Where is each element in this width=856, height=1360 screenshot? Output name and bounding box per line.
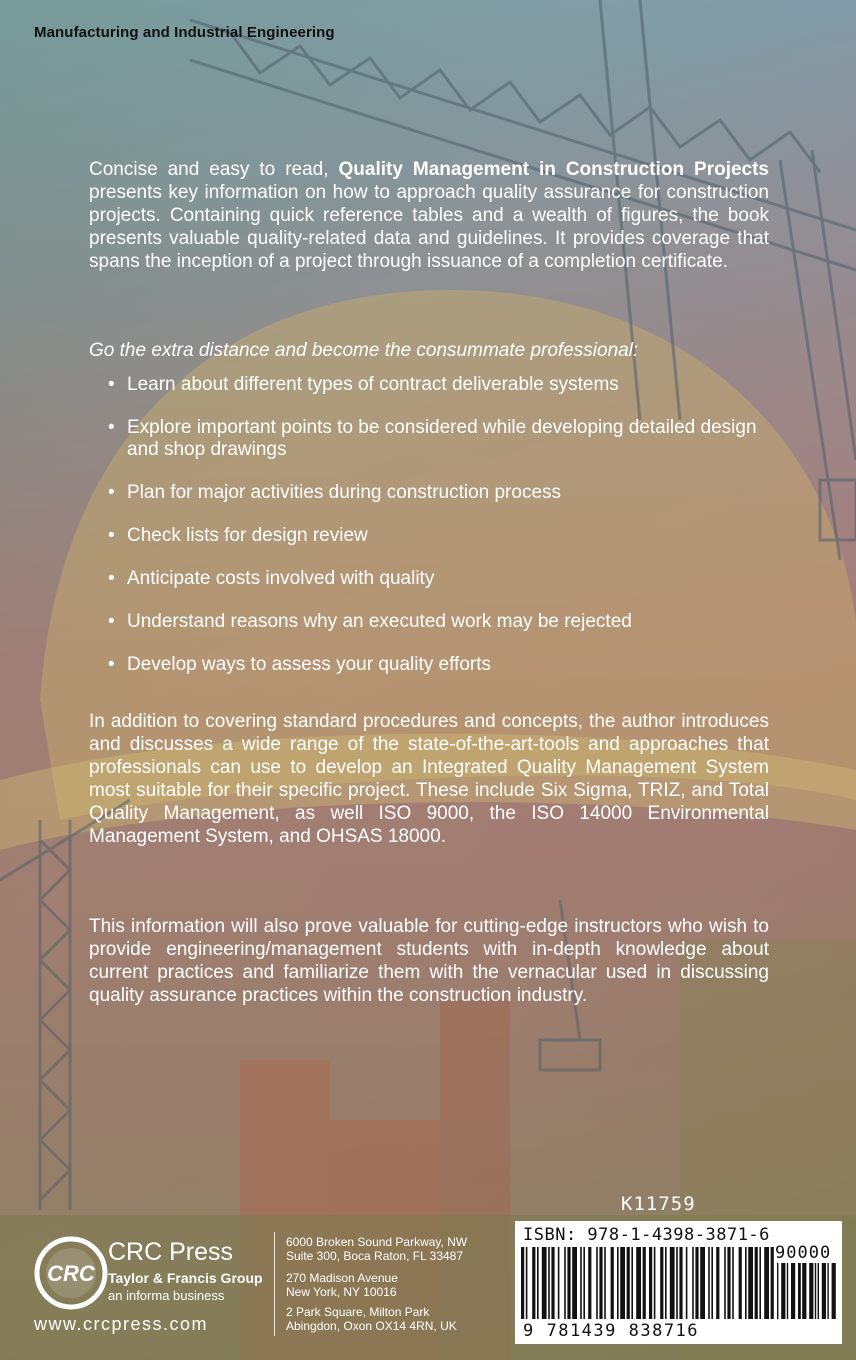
barcode-bar: [764, 1247, 769, 1319]
barcode-bar: [686, 1247, 688, 1319]
price-addon-code: 90000: [775, 1243, 832, 1263]
barcode-bar: [716, 1247, 719, 1319]
crc-logo-icon: [34, 1236, 108, 1310]
barcode-bar: [815, 1263, 816, 1319]
intro-paragraph: [89, 158, 769, 273]
address-line: New York, NY 10016: [286, 1285, 397, 1299]
paragraph-2: In addition to covering standard procedures and concepts, the author introduces and discusses a wide range of the state-of-the-art-tools and approaches that professionals can use to develop an Integrated Quality Management System most suitable for their specific project. These include Six Sigma, TRIZ, and Total Quality Management, as well ISO 9000, the ISO 14000 Environmental Management System, and OHSAS 18000.: [89, 711, 769, 847]
address-line: 270 Madison Avenue: [286, 1271, 398, 1285]
barcode-bar: [822, 1263, 826, 1319]
address-line: 2 Park Square, Milton Park: [286, 1305, 430, 1319]
barcode-bar: [604, 1247, 606, 1319]
barcode-bar: [599, 1247, 602, 1319]
list-item: • Learn about different types of contract deliverable systems: [108, 374, 768, 396]
barcode-bar: [620, 1247, 625, 1319]
barcode-bar: [755, 1247, 758, 1319]
address-line: 6000 Broken Sound Parkway, NW: [286, 1235, 468, 1249]
list-item: • Develop ways to assess your quality efforts: [108, 654, 768, 676]
barcode-number: 9 781439 838716: [523, 1321, 700, 1341]
barcode-bar: [791, 1263, 795, 1319]
barcode-bar: [558, 1247, 560, 1319]
barcode-bar: [832, 1263, 836, 1319]
barcode-bar: [583, 1247, 585, 1319]
barcode-bar: [532, 1247, 535, 1319]
barcode-bar: [695, 1247, 698, 1319]
barcode-bar: [542, 1247, 547, 1319]
barcode-bar: [759, 1247, 761, 1319]
barcode-bar: [665, 1247, 667, 1319]
publisher-business: an informa business: [108, 1288, 225, 1303]
barcode-bar: [711, 1247, 713, 1319]
barcode-bar: [643, 1247, 646, 1319]
list-item: • Plan for major activities during construction process: [108, 482, 768, 504]
barcode-bar: [548, 1247, 550, 1319]
barcode-bar: [636, 1247, 641, 1319]
barcode-icon: [521, 1247, 836, 1323]
isbn-label: ISBN: 978-1-4398-3871-6: [523, 1225, 770, 1245]
feature-list: [108, 374, 768, 697]
barcode-bar: [631, 1247, 633, 1319]
barcode-bar: [827, 1263, 828, 1319]
barcode-bar: [611, 1247, 614, 1319]
barcode-bar: [781, 1263, 785, 1319]
barcode-bar: [787, 1263, 788, 1319]
barcode-bar: [732, 1247, 734, 1319]
barcode-bar: [809, 1263, 813, 1319]
barcode-bar: [580, 1247, 582, 1319]
intro-post: presents key information on how to approach quality assurance for construction projects. Containing quick reference tables and a wealth of figures, the book presents valuable quality-related data and guidelines. It provides coverage that spans the inception of a project through issuance of a completion certificate.: [89, 182, 769, 272]
barcode-bar: [588, 1247, 591, 1319]
barcode-bar: [521, 1247, 524, 1319]
address-boca-raton: [286, 1235, 467, 1263]
barcode-bar: [777, 1263, 778, 1319]
barcode-bar: [798, 1263, 801, 1319]
barcode-bar: [676, 1247, 678, 1319]
barcode-bar: [692, 1247, 694, 1319]
barcode-bar: [748, 1247, 753, 1319]
barcode-bar: [724, 1247, 726, 1319]
lead-in: Go the extra distance and become the consummate professional:: [89, 340, 639, 361]
barcode-bar: [679, 1247, 682, 1319]
barcode-bar: [617, 1247, 619, 1319]
address-line: Abingdon, Oxon OX14 4RN, UK: [286, 1319, 457, 1333]
barcode-bar: [727, 1247, 730, 1319]
barcode-bar: [596, 1247, 598, 1319]
barcode-bar: [564, 1247, 566, 1319]
barcode-bar: [708, 1247, 710, 1319]
address-line: Suite 300, Boca Raton, FL 33487: [286, 1249, 464, 1263]
barcode-bar: [670, 1247, 675, 1319]
publisher-group: Taylor & Francis Group: [108, 1270, 263, 1286]
list-item: • Anticipate costs involved with quality: [108, 568, 768, 590]
barcode-bar: [627, 1247, 630, 1319]
logo-text: CRC: [47, 1261, 95, 1286]
barcode-bar: [739, 1247, 742, 1319]
barcode-bar: [526, 1247, 528, 1319]
barcode-bar: [818, 1263, 819, 1319]
barcode-panel: [515, 1221, 842, 1344]
book-title: Quality Management in Construction Projects: [338, 159, 769, 180]
barcode-bar: [660, 1247, 663, 1319]
list-item: • Check lists for design review: [108, 525, 768, 547]
intro-pre: Concise and easy to read,: [89, 159, 339, 180]
series-title: Manufacturing and Industrial Engineering: [34, 24, 335, 41]
divider: [274, 1232, 275, 1336]
barcode-bar: [771, 1247, 774, 1319]
barcode-bar: [802, 1263, 806, 1319]
publisher-name: CRC Press: [108, 1238, 234, 1266]
publisher-url[interactable]: www.crcpress.com: [34, 1314, 209, 1334]
barcode-bar: [654, 1247, 656, 1319]
address-uk: [286, 1305, 457, 1333]
address-new-york: [286, 1271, 398, 1299]
list-item: • Understand reasons why an executed work may be rejected: [108, 611, 768, 633]
barcode-bar: [567, 1247, 570, 1319]
barcode-bar: [551, 1247, 554, 1319]
barcode-bar: [700, 1247, 705, 1319]
paragraph-3: This information will also prove valuable for cutting-edge instructors who wish to provide engineering/management students with in-depth knowledge about current practices and familiarize them with the vernacular used in discussing quality assurance practices within the construction industry.: [89, 916, 769, 1006]
barcode-bar: [649, 1247, 652, 1319]
barcode-bar: [537, 1247, 539, 1319]
barcode-bar: [572, 1247, 577, 1319]
barcode-bar: [745, 1247, 747, 1319]
catalog-code: K11759: [621, 1193, 696, 1215]
list-item: • Explore important points to be considered while developing detailed design and shop drawings: [108, 417, 768, 461]
